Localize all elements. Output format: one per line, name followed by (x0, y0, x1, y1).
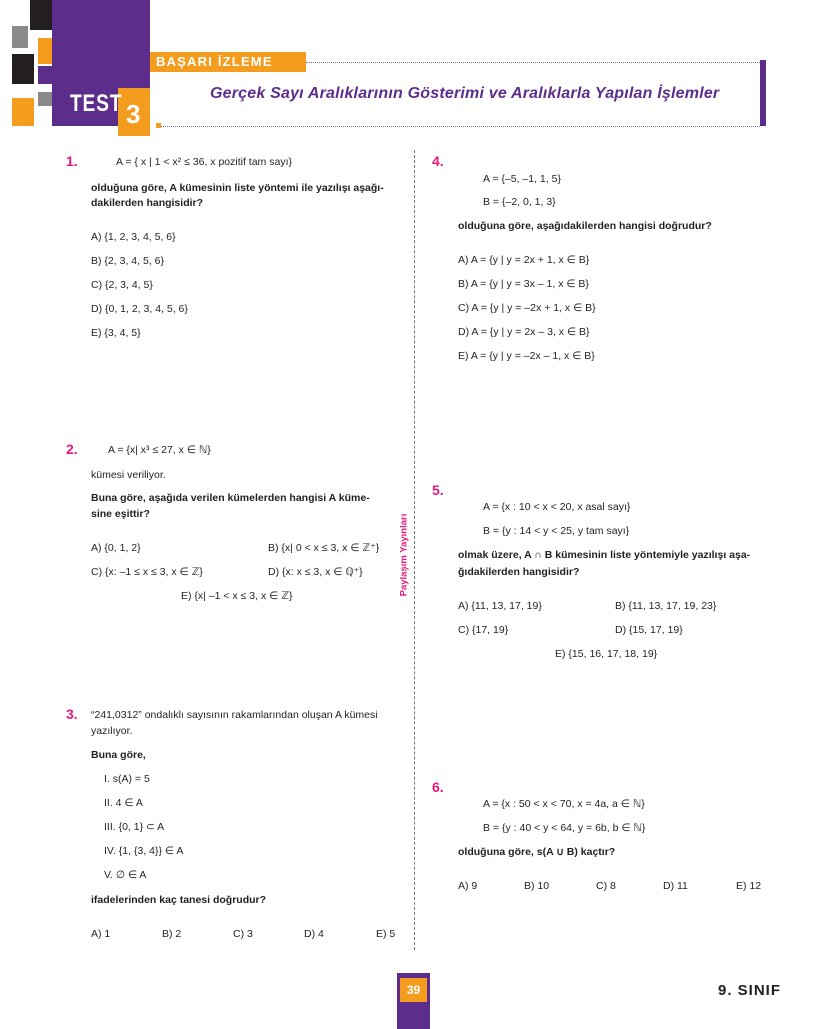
question-text: dakilerden hangisidir? (91, 197, 204, 209)
option-a[interactable]: A) 9 (458, 880, 478, 892)
header-dotline-top (306, 62, 760, 63)
statement-2: II. 4 ∈ A (104, 797, 143, 809)
option-d[interactable]: D) {x: x ≤ 3, x ∈ ℚ⁺} (268, 566, 363, 578)
set-a: A = {x : 10 < x < 20, x asal sayı} (483, 501, 631, 513)
question-number: 5. (432, 482, 444, 498)
set-b: B = {–2, 0, 1, 3} (483, 196, 556, 208)
question-given: kümesi veriliyor. (91, 469, 166, 481)
page-number: 39 (406, 983, 421, 997)
option-e[interactable]: E) 12 (736, 880, 762, 892)
question-stem: “241,0312” ondalıklı sayısının rakamlarından oluşan A kümesi (91, 709, 378, 721)
question-text: Buna göre, aşağıda verilen kümelerden hangisi A küme- (91, 492, 370, 504)
question-number: 2. (66, 441, 78, 457)
option-d[interactable]: D) 11 (663, 880, 688, 892)
option-b[interactable]: B) 2 (162, 928, 182, 940)
option-b[interactable]: B) A = {y | y = 3x – 1, x ∈ B} (458, 278, 589, 290)
option-d[interactable]: D) {0, 1, 2, 3, 4, 5, 6} (91, 303, 188, 315)
option-e[interactable]: E) {15, 16, 17, 18, 19} (555, 648, 658, 660)
question-stem: A = { x | 1 < x² ≤ 36, x pozitif tam sayı} (116, 156, 292, 168)
option-a[interactable]: A) {11, 13, 17, 19} (458, 600, 542, 612)
option-e[interactable]: E) {x| –1 < x ≤ 3, x ∈ ℤ} (181, 590, 293, 602)
header-tag: BAŞARI İZLEME TESTİ (150, 52, 306, 72)
question-text: olduğuna göre, s(A ∪ B) kaçtır? (458, 846, 616, 858)
header-dot (156, 123, 161, 128)
statement-5: V. ∅ ∈ A (104, 869, 147, 881)
option-c[interactable]: C) 8 (596, 880, 616, 892)
option-d[interactable]: D) 4 (304, 928, 324, 940)
option-e[interactable]: E) A = {y | y = –2x – 1, x ∈ B} (458, 350, 595, 362)
question-stem: A = {x| x³ ≤ 27, x ∈ ℕ} (108, 444, 211, 456)
option-c[interactable]: C) A = {y | y = –2x + 1, x ∈ B} (458, 302, 596, 314)
option-b[interactable]: B) 10 (524, 880, 550, 892)
option-a[interactable]: A) {0, 1, 2} (91, 542, 141, 554)
statement-1: I. s(A) = 5 (104, 773, 150, 785)
grade-label: 9. SINIF (718, 982, 782, 999)
publisher-side-label: Paylaşım Yayınları (398, 513, 410, 597)
option-a[interactable]: A) 1 (91, 928, 111, 940)
option-c[interactable]: C) 3 (233, 928, 253, 940)
option-b[interactable]: B) {2, 3, 4, 5, 6} (91, 255, 164, 267)
set-a: A = {x : 50 < x < 70, x = 4a, a ∈ ℕ} (483, 798, 645, 810)
option-b[interactable]: B) {x| 0 < x ≤ 3, x ∈ ℤ⁺} (268, 542, 380, 554)
option-e[interactable]: E) 5 (376, 928, 396, 940)
set-a: A = {–5, –1, 1, 5} (483, 173, 561, 185)
option-b[interactable]: B) {11, 13, 17, 19, 23} (615, 600, 717, 612)
question-text: ğıdakilerden hangisidir? (458, 566, 580, 578)
option-d[interactable]: D) {15, 17, 19} (615, 624, 683, 636)
option-c[interactable]: C) {2, 3, 4, 5} (91, 279, 153, 291)
test-number: 3 (126, 99, 141, 129)
question-text: sine eşittir? (91, 508, 150, 520)
question-number: 6. (432, 779, 444, 795)
set-b: B = {y : 40 < y < 64, y = 6b, b ∈ ℕ} (483, 822, 646, 834)
column-divider (414, 150, 415, 950)
question-stem: yazılıyor. (91, 725, 133, 737)
test-word: TEST (70, 90, 123, 117)
question-lead: Buna göre, (91, 749, 146, 761)
question-text: olmak üzere, A ∩ B kümesinin liste yöntemiyle yazılışı aşa- (458, 549, 751, 561)
option-a[interactable]: A) {1, 2, 3, 4, 5, 6} (91, 231, 176, 243)
option-c[interactable]: C) {17, 19} (458, 624, 509, 636)
question-number: 1. (66, 153, 78, 169)
page-title: Gerçek Sayı Aralıklarının Gösterimi ve Aralıklarla Yapılan İşlemler (210, 85, 720, 102)
option-e[interactable]: E) {3, 4, 5} (91, 327, 141, 339)
question-text: olduğuna göre, aşağıdakilerden hangisi doğrudur? (458, 220, 712, 232)
question-text: ifadelerinden kaç tanesi doğrudur? (91, 894, 267, 906)
option-d[interactable]: D) A = {y | y = 2x – 3, x ∈ B} (458, 326, 590, 338)
question-number: 3. (66, 706, 78, 722)
set-b: B = {y : 14 < y < 25, y tam sayı} (483, 525, 630, 537)
question-text: olduğuna göre, A kümesinin liste yöntemi ile yazılışı aşağı- (91, 182, 384, 194)
question-number: 4. (432, 153, 444, 169)
header-dotline-bottom (160, 126, 760, 127)
statement-4: IV. {1, {3, 4}} ∈ A (104, 845, 184, 857)
option-a[interactable]: A) A = {y | y = 2x + 1, x ∈ B} (458, 254, 590, 266)
statement-3: III. {0, 1} ⊂ A (104, 821, 165, 833)
option-c[interactable]: C) {x: –1 ≤ x ≤ 3, x ∈ ℤ} (91, 566, 203, 578)
